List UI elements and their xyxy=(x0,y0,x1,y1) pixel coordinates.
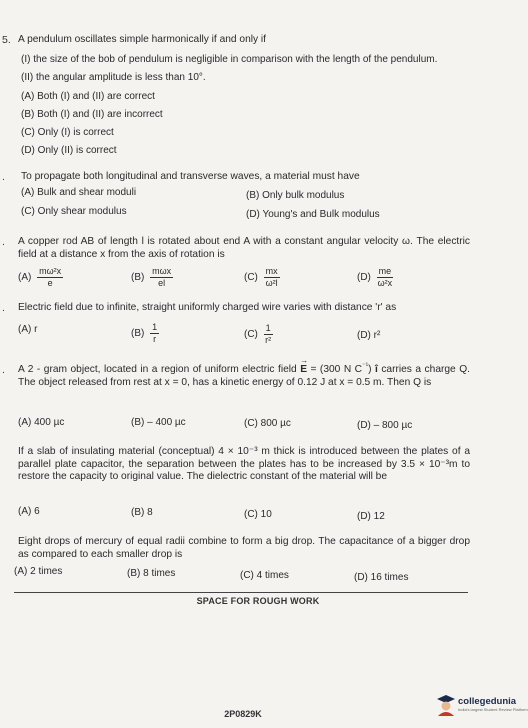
option-b: (B) – 400 µc xyxy=(131,417,186,428)
fraction xyxy=(37,267,63,288)
denominator: r² xyxy=(265,335,272,345)
question-text: Electric field due to infinite, straight uniformly charged wire varies with distance 'r' as xyxy=(18,302,397,313)
option-a: (A) 2 times xyxy=(14,566,63,577)
denominator: ω²x xyxy=(377,278,393,288)
numerator: 1 xyxy=(152,322,158,332)
option-b: (B) 8 times xyxy=(127,568,176,579)
option-d xyxy=(357,330,380,342)
question-number: . xyxy=(2,171,5,183)
option-label: (A) xyxy=(18,272,32,284)
option-a: (A) 6 xyxy=(18,506,40,517)
fraction xyxy=(264,324,273,345)
vector-e xyxy=(300,356,309,377)
text-part: = (300 N C xyxy=(310,364,363,375)
numerator: mω²x xyxy=(39,266,62,276)
option-b: (B) Both (I) and (II) are incorrect xyxy=(21,109,163,120)
option-a: (A) Both (I) and (II) are correct xyxy=(21,91,155,102)
option-label: (D) xyxy=(357,272,371,284)
logo-name: collegedunia xyxy=(458,696,517,707)
option-c: (C) 10 xyxy=(244,509,272,520)
numerator: mx xyxy=(265,266,278,276)
option-b xyxy=(131,323,159,344)
vector-arrow-icon: → xyxy=(300,356,309,365)
option-label: (D) r² xyxy=(357,330,381,341)
question-text: Eight drops of mercury of equal radii combine to form a big drop. The capacitance of a bigger drop as compared to each smaller drop is xyxy=(18,536,470,560)
text-part: ) xyxy=(368,364,372,375)
paper-code: 2P0829K xyxy=(224,709,262,719)
vector-symbol: E xyxy=(300,364,307,375)
fraction xyxy=(377,267,394,288)
denominator: r xyxy=(153,334,157,344)
option-label: (B) xyxy=(131,328,145,340)
rough-work-label: SPACE FOR ROUGH WORK xyxy=(196,596,320,606)
collegedunia-logo xyxy=(436,694,528,718)
option-c: (C) 4 times xyxy=(240,570,289,581)
text-part: carries a charge Q. The object released from rest at x = 0, has a kinetic energy of 0.12 J at x = 0.5 m. Then Q is xyxy=(18,364,470,388)
question-number: 5. xyxy=(2,34,11,46)
graduate-avatar-icon xyxy=(436,694,456,716)
option-d: (D) – 800 µc xyxy=(357,420,413,431)
option-b: (B) Only bulk modulus xyxy=(246,190,345,201)
fraction xyxy=(150,323,159,344)
question-text: If a slab of insulating material (conceptual) 4 × 10⁻³ m thick is introduced between the plates of a parallel plate capacitor, the separation between the plates has to be increased by 3.5 × 10⁻³m to restore the capacity to original value. The dielectric constant of the material will be xyxy=(18,446,470,482)
logo-tagline: India's largest Student Review Platform xyxy=(458,707,528,712)
question-number: . xyxy=(2,236,5,248)
denominator: ω²l xyxy=(265,278,278,288)
numerator: me xyxy=(378,266,392,276)
option-label: (C) xyxy=(244,329,258,341)
question-text: To propagate both longitudinal and transverse waves, a material must have xyxy=(21,171,360,182)
option-b: (B) 8 xyxy=(131,507,153,518)
option-c xyxy=(244,267,280,288)
option-c xyxy=(244,324,273,345)
option-d: (D) Only (II) is correct xyxy=(21,145,117,156)
option-a: (A) 400 µc xyxy=(18,417,65,428)
option-d xyxy=(357,267,393,288)
text-part: A 2 - gram object, located in a region of uniform electric field xyxy=(18,364,297,375)
question-number: . xyxy=(2,364,5,376)
fraction xyxy=(264,267,280,288)
option-label: (B) xyxy=(131,272,145,284)
option-d: (D) Young's and Bulk modulus xyxy=(246,209,380,220)
option-c: (C) Only (I) is correct xyxy=(21,127,114,138)
option-a xyxy=(18,324,37,336)
option-label: (A) r xyxy=(18,324,38,335)
option-a xyxy=(18,267,63,288)
fraction xyxy=(150,267,173,288)
option-b xyxy=(131,267,173,288)
question-text: A copper rod AB of length l is rotated about end A with a constant angular velocity ω. The electric field at a distance x from the axis of rotation is xyxy=(18,236,470,260)
denominator: e xyxy=(47,278,53,288)
option-c: (C) Only shear modulus xyxy=(21,206,127,217)
numerator: 1 xyxy=(265,323,271,333)
option-d: (D) 12 xyxy=(357,511,385,522)
question-text: A pendulum oscillates simple harmonically if and only if xyxy=(18,34,267,45)
unit-vector: î xyxy=(374,364,378,375)
option-label: (C) xyxy=(244,272,258,284)
statement-1: (I) the size of the bob of pendulum is negligible in comparison with the length of the pendulum. xyxy=(21,54,438,65)
numerator: mωx xyxy=(152,266,172,276)
question-number: . xyxy=(2,302,5,314)
option-a: (A) Bulk and shear moduli xyxy=(21,187,137,198)
superscript: ⁻¹ xyxy=(362,362,369,370)
divider-line xyxy=(14,592,468,593)
statement-2: (II) the angular amplitude is less than 10°. xyxy=(21,72,206,83)
option-c: (C) 800 µc xyxy=(244,418,291,429)
option-d: (D) 16 times xyxy=(354,572,409,583)
denominator: el xyxy=(158,278,166,288)
question-text xyxy=(18,356,470,389)
